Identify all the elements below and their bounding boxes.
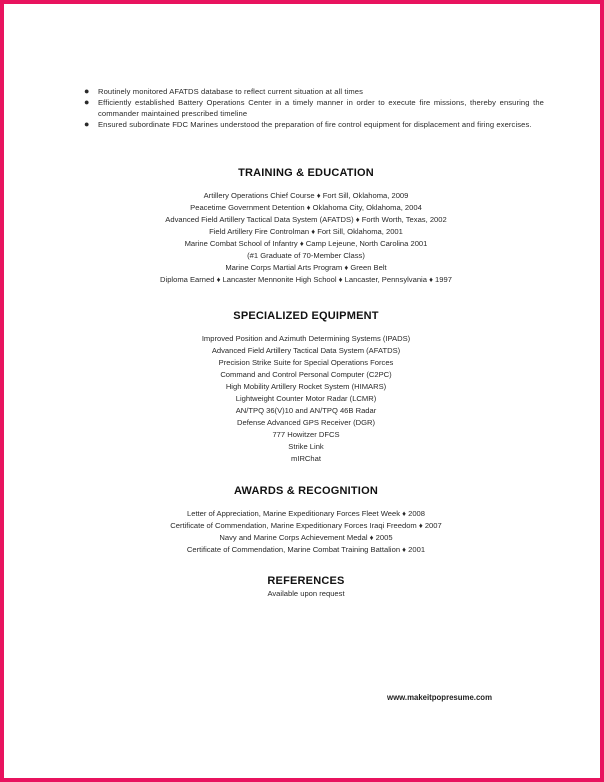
references-section <box>4 575 604 600</box>
experience-bullet-item <box>84 119 544 130</box>
references-line: Available upon request <box>267 589 345 598</box>
experience-bullet-item <box>84 97 544 119</box>
bullet-icon: ● <box>84 119 90 129</box>
section-heading: REFERENCES <box>267 575 345 587</box>
training-line: Marine Corps Martial Arts Program ♦ Green Belt <box>225 263 387 272</box>
specialized-equipment-section <box>4 310 604 465</box>
training-line: Advanced Field Artillery Tactical Data System (AFATDS) ♦ Forth Worth, Texas, 2002 <box>165 215 447 224</box>
training-line: Diploma Earned ♦ Lancaster Mennonite High School ♦ Lancaster, Pennsylvania ♦ 1997 <box>160 275 452 284</box>
training-line: Peacetime Government Detention ♦ Oklahoma City, Oklahoma, 2004 <box>190 203 422 212</box>
resume-page <box>4 4 600 778</box>
equipment-line: High Mobility Artillery Rocket System (HIMARS) <box>225 382 387 391</box>
equipment-line: Advanced Field Artillery Tactical Data System (AFATDS) <box>211 346 401 355</box>
training-line: Artillery Operations Chief Course ♦ Fort Sill, Oklahoma, 2009 <box>203 191 409 200</box>
experience-bullet-text: Efficiently established Battery Operations Center in a timely manner in order to execute fire missions, thereby ensuring the commander maintained prescribed timeline <box>98 98 544 118</box>
awards-recognition-section <box>4 485 604 556</box>
references-list <box>4 588 604 600</box>
section-heading: TRAINING & EDUCATION <box>238 167 374 179</box>
equipment-line: Lightweight Counter Motor Radar (LCMR) <box>235 394 377 403</box>
training-education-section <box>4 167 604 286</box>
award-line: Navy and Marine Corps Achievement Medal ♦ 2005 <box>219 533 393 542</box>
experience-bullet-text: Routinely monitored AFATDS database to reflect current situation at all times <box>98 87 364 96</box>
training-line: Field Artillery Fire Controlman ♦ Fort Sill, Oklahoma, 2001 <box>209 227 403 236</box>
bullet-icon: ● <box>84 97 90 107</box>
equipment-line: Strike Link <box>288 442 324 451</box>
equipment-line: Command and Control Personal Computer (C2PC) <box>220 370 392 379</box>
training-list <box>4 190 604 286</box>
experience-bullet-item <box>84 86 544 97</box>
section-heading: AWARDS & RECOGNITION <box>234 485 378 497</box>
equipment-line: AN/TPQ 36(V)10 and AN/TPQ 46B Radar <box>235 406 377 415</box>
equipment-list <box>4 333 604 465</box>
awards-list <box>4 508 604 556</box>
equipment-line: Defense Advanced GPS Receiver (DGR) <box>236 418 375 427</box>
section-heading: SPECIALIZED EQUIPMENT <box>233 310 379 322</box>
award-line: Certificate of Commendation, Marine Expeditionary Forces Iraqi Freedom ♦ 2007 <box>170 521 442 530</box>
training-line: Marine Combat School of Infantry ♦ Camp Lejeune, North Carolina 2001 <box>184 239 428 248</box>
award-line: Letter of Appreciation, Marine Expeditionary Forces Fleet Week ♦ 2008 <box>187 509 425 518</box>
award-line: Certificate of Commendation, Marine Combat Training Battalion ♦ 2001 <box>186 545 426 554</box>
experience-bullet-text: Ensured subordinate FDC Marines understood the preparation of fire control equipment for displacement and firing exercises. <box>98 120 532 129</box>
equipment-line: Improved Position and Azimuth Determining Systems (IPADS) <box>201 334 411 343</box>
experience-bullet-list <box>84 86 544 130</box>
equipment-line: Precision Strike Suite for Special Operations Forces <box>218 358 394 367</box>
training-line: (#1 Graduate of 70-Member Class) <box>247 251 365 260</box>
footer-website-link[interactable]: www.makeitpopresume.com <box>387 693 492 702</box>
equipment-line: 777 Howitzer DFCS <box>272 430 340 439</box>
equipment-line: mIRChat <box>291 454 321 463</box>
bullet-icon: ● <box>84 86 90 96</box>
